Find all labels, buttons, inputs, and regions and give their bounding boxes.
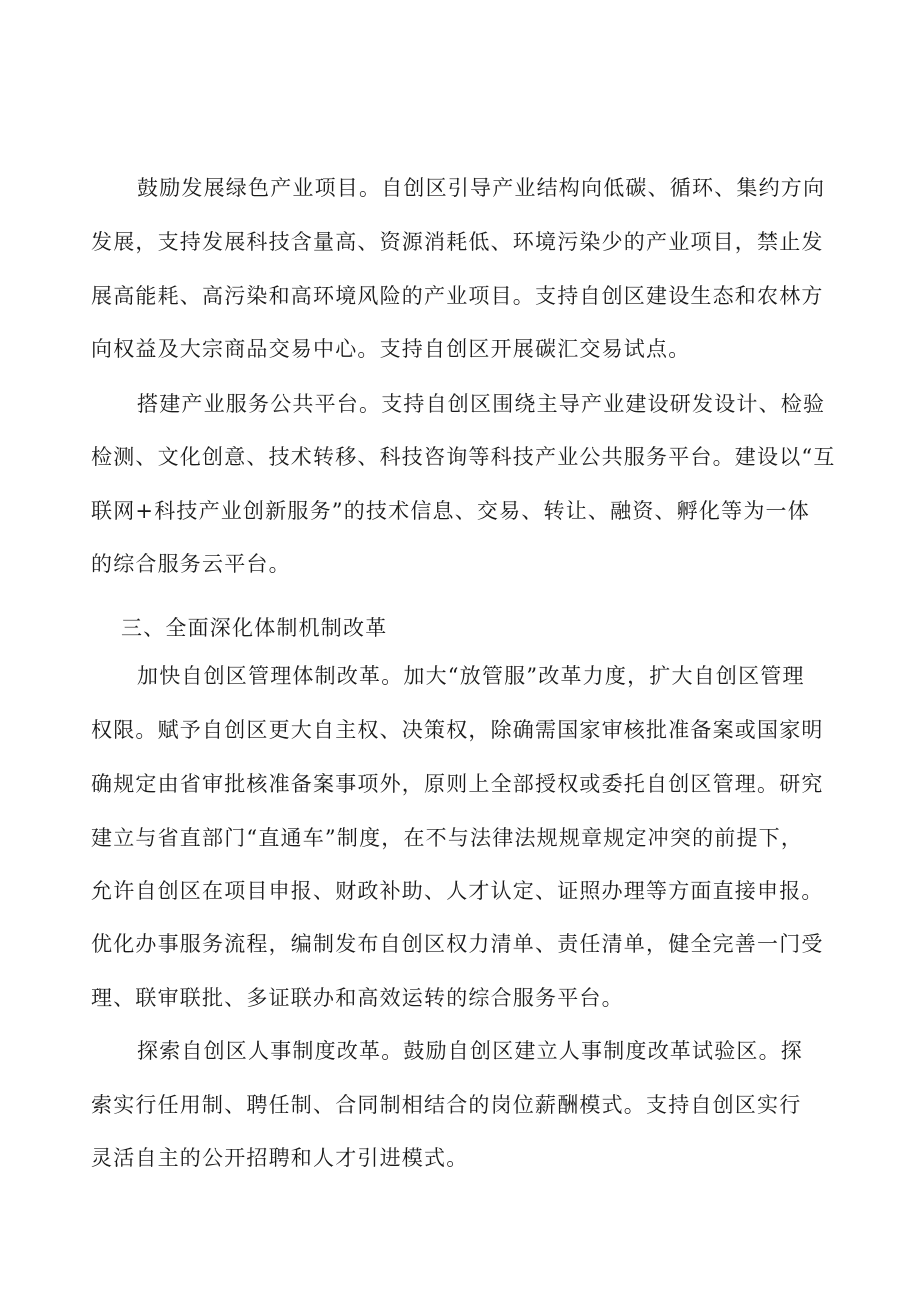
paragraph-2-line-1: 搭建产业服务公共平台。支持自创区围绕主导产业建设研发设计、检验 (137, 392, 826, 416)
paragraph-2-line-2: 检测、文化创意、技术转移、科技咨询等科技产业公共服务平台。建设以“互 (91, 445, 836, 469)
paragraph-3-line-4: 建立与省直部门“直通车”制度，在不与法律法规规章规定冲突的前提下， (91, 826, 804, 850)
paragraph-1-line-1: 鼓励发展绿色产业项目。自创区引导产业结构向低碳、循环、集约方向 (137, 176, 826, 200)
paragraph-4-line-1: 探索自创区人事制度改革。鼓励自创区建立人事制度改革试验区。探 (137, 1039, 803, 1063)
paragraph-4-line-3: 灵活自主的公开招聘和人才引进模式。 (91, 1146, 469, 1170)
paragraph-2-line-3: 联网+科技产业创新服务”的技术信息、交易、转让、融资、孵化等为一体 (91, 499, 810, 523)
paragraph-3-line-2: 权限。赋予自创区更大自主权、决策权，除确需国家审核批准备案或国家明 (91, 718, 824, 742)
section-heading: 三、全面深化体制机制改革 (121, 616, 388, 640)
paragraph-1-line-4: 向权益及大宗商品交易中心。支持自创区开展碳汇交易试点。 (91, 337, 691, 361)
paragraph-4-line-2: 索实行任用制、聘任制、合同制相结合的岗位薪酬模式。支持自创区实行 (91, 1093, 802, 1117)
paragraph-3-line-6: 优化办事服务流程，编制发布自创区权力清单、责任清单，健全完善一门受 (91, 932, 824, 956)
paragraph-3-line-1: 加快自创区管理体制改革。加大“放管服”改革力度，扩大自创区管理 (137, 664, 805, 688)
paragraph-1-line-2: 发展，支持发展科技含量高、资源消耗低、环境污染少的产业项目，禁止发 (91, 230, 824, 254)
paragraph-2-line-4: 的综合服务云平台。 (91, 552, 291, 576)
paragraph-1-line-3: 展高能耗、高污染和高环境风险的产业项目。支持自创区建设生态和农林方 (91, 284, 824, 308)
paragraph-3-line-5: 允许自创区在项目申报、财政补助、人才认定、证照办理等方面直接申报。 (91, 879, 824, 903)
paragraph-3-line-3: 确规定由省审批核准备案事项外，原则上全部授权或委托自创区管理。研究 (91, 772, 824, 796)
paragraph-3-line-7: 理、联审联批、多证联办和高效运转的综合服务平台。 (91, 986, 624, 1010)
